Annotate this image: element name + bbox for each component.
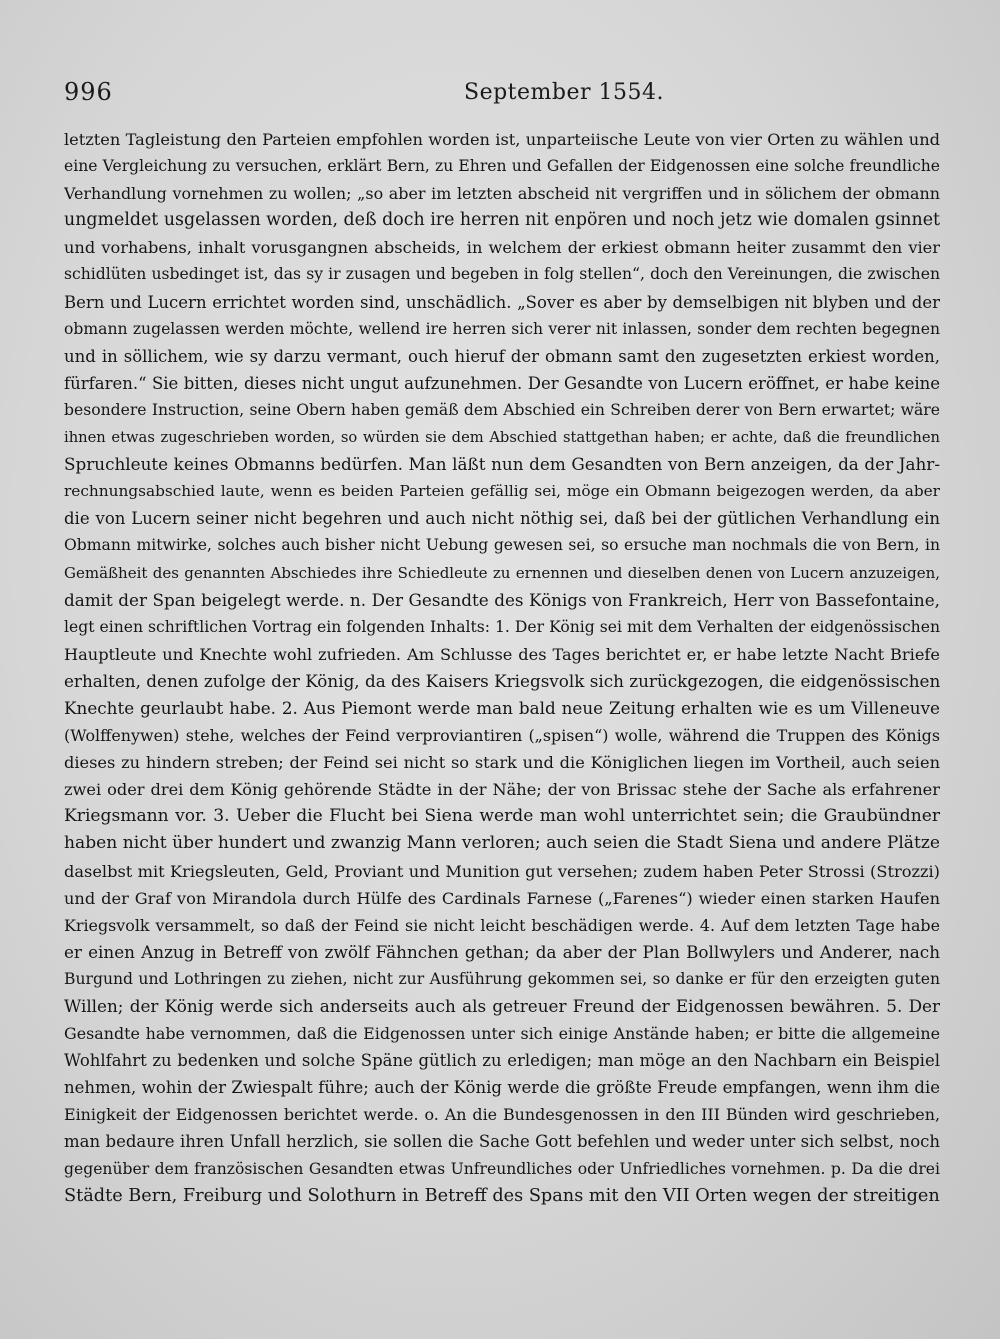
text-line: ungmeldet usgelassen worden, deß doch ire herren nit enpören und noch jetz wie domalen gsinnet (64, 210, 940, 231)
text-line: Verhandlung vornehmen zu wollen; „so aber im letzten abscheid nit vergriffen und in sölichem der obmann (64, 184, 940, 204)
text-line: und vorhabens, inhalt vorusgangnen abscheids, in welchem der erkiest obmann heiter zusammt den vier (64, 238, 940, 258)
text-line: eine Vergleichung zu versuchen, erklärt Bern, zu Ehren und Gefallen der Eidgenossen eine solche freundliche (64, 157, 940, 176)
page-number: 996 (64, 78, 113, 106)
text-line: obmann zugelassen werden möchte, wellend ire herren sich verer nit inlassen, sonder dem rechten begegnen (64, 319, 940, 338)
text-line: und der Graf von Mirandola durch Hülfe des Cardinals Farnese („Farenes“) wieder einen starken Haufen (64, 888, 940, 908)
text-line: Burgund und Lothringen zu ziehen, nicht zur Ausführung gekommen sei, so danke er für den erzeigten guten (64, 969, 940, 988)
text-line: Hauptleute und Knechte wohl zufrieden. Am Schlusse des Tages berichtet er, er habe letzte Nacht Briefe (64, 644, 940, 664)
text-line: erhalten, denen zufolge der König, da des Kaisers Kriegsvolk sich zurückgezogen, die eidgenössischen (64, 670, 940, 691)
text-line: Kriegsvolk versammelt, so daß der Feind sie nicht leicht beschädigen werde. 4. Auf dem letzten Tage habe (64, 915, 940, 935)
text-line: Knechte geurlaubt habe. 2. Aus Piemont werde man bald neue Zeitung erhalten wie es um Villeneuve (64, 697, 940, 718)
text-line: Gesandte habe vernommen, daß die Eidgenossen unter sich einige Anstände haben; er bitte die allgemeine (64, 1024, 940, 1044)
text-line: daselbst mit Kriegsleuten, Geld, Proviant und Munition gut versehen; zudem haben Peter Strossi (Strozzi) (64, 861, 940, 881)
text-line: Kriegsmann vor. 3. Ueber die Flucht bei Siena werde man wohl unterrichtet sein; die Graubündner (64, 806, 940, 827)
text-line: Willen; der König werde sich anderseits auch als getreuer Freund der Eidgenossen bewähren. 5. Der (64, 996, 940, 1016)
text-line: rechnungsabschied laute, wenn es beiden Parteien gefällig sei, möge ein Obmann beigezogen werden, da aber (64, 482, 940, 501)
text-line: legt einen schriftlichen Vortrag ein folgenden Inhalts: 1. Der König sei mit dem Verhalten der eidgenössischen (64, 617, 940, 636)
text-line: zwei oder drei dem König gehörende Städte in der Nähe; der von Brissac stehe der Sache als erfahrener (64, 780, 940, 800)
text-line: haben nicht über hundert und zwanzig Mann verloren; auch seien die Stadt Siena und andere Plätze (64, 833, 940, 854)
text-line: Städte Bern, Freiburg und Solothurn in Betreff des Spans mit den VII Orten wegen der streitigen (64, 1185, 940, 1206)
text-line: Bern und Lucern errichtet worden sind, unschädlich. „Sover es aber by demselbigen nit blyben und der (64, 292, 940, 312)
text-line: gegenüber dem französischen Gesandten etwas Unfreundliches oder Unfriedliches vornehmen. p. Da die drei (64, 1159, 940, 1178)
text-line: Einigkeit der Eidgenossen berichtet werde. o. An die Bundesgenossen in den III Bünden wird geschrieben, (64, 1105, 940, 1125)
text-line: ihnen etwas zugeschrieben worden, so würden sie dem Abschied stattgethan haben; er achte, daß die freundlichen (64, 429, 940, 447)
text-line: Spruchleute keines Obmanns bedürfen. Man läßt nun dem Gesandten von Bern anzeigen, da der Jahr- (64, 454, 940, 475)
text-line: damit der Span beigelegt werde. n. Der Gesandte des Königs von Frankreich, Herr von Bassefontaine, (64, 589, 940, 610)
text-line: nehmen, wohin der Zwiespalt führe; auch der König werde die größte Freude empfangen, wenn ihm die (64, 1078, 940, 1098)
text-line: Gemäßheit des genannten Abschiedes ihre Schiedleute zu ernennen und dieselben denen von Lucern anzuzeigen, (64, 563, 940, 582)
text-line: die von Lucern seiner nicht begehren und auch nicht nöthig sei, daß bei der gütlichen Verhandlung ein (64, 509, 940, 529)
text-line: schidlüten usbedinget ist, das sy ir zusagen und begeben in folg stellen“, doch den Vereinungen, die zwischen (64, 265, 940, 284)
text-line: fürfaren.“ Sie bitten, dieses nicht ungut aufzunehmen. Der Gesandte von Lucern eröffnet, er habe keine (64, 373, 940, 393)
running-title: September 1554. (464, 80, 664, 105)
page-header (64, 78, 936, 112)
text-line: er einen Anzug in Betreff von zwölf Fähnchen gethan; da aber der Plan Bollwylers und Anderer, nach (64, 941, 940, 962)
text-line: man bedaure ihren Unfall herzlich, sie sollen die Sache Gott befehlen und weder unter sich selbst, noch (64, 1132, 940, 1152)
text-line: dieses zu hindern streben; der Feind sei nicht so stark und die Königlichen liegen im Vortheil, auch seien (64, 753, 940, 773)
text-line: Obmann mitwirke, solches auch bisher nicht Uebung gewesen sei, so ersuche man nochmals die von Bern, in (64, 536, 940, 555)
text-line: besondere Instruction, seine Obern haben gemäß dem Abschied ein Schreiben derer von Bern erwartet; wäre (64, 400, 940, 419)
text-line: Wohlfahrt zu bedenken und solche Späne gütlich zu erledigen; man möge an den Nachbarn ein Beispiel (64, 1051, 940, 1071)
text-line: letzten Tagleistung den Parteien empfohlen worden ist, unparteiische Leute von vier Orten zu wählen und (64, 130, 940, 149)
text-line: (Wolffenywen) stehe, welches der Feind verproviantiren („spisen“) wolle, während die Truppen des Königs (64, 726, 940, 746)
body-text (64, 126, 940, 1210)
text-line: und in söllichem, wie sy darzu vermant, ouch hieruf der obmann samt den zugesetzten erkiest worden, (64, 346, 940, 366)
